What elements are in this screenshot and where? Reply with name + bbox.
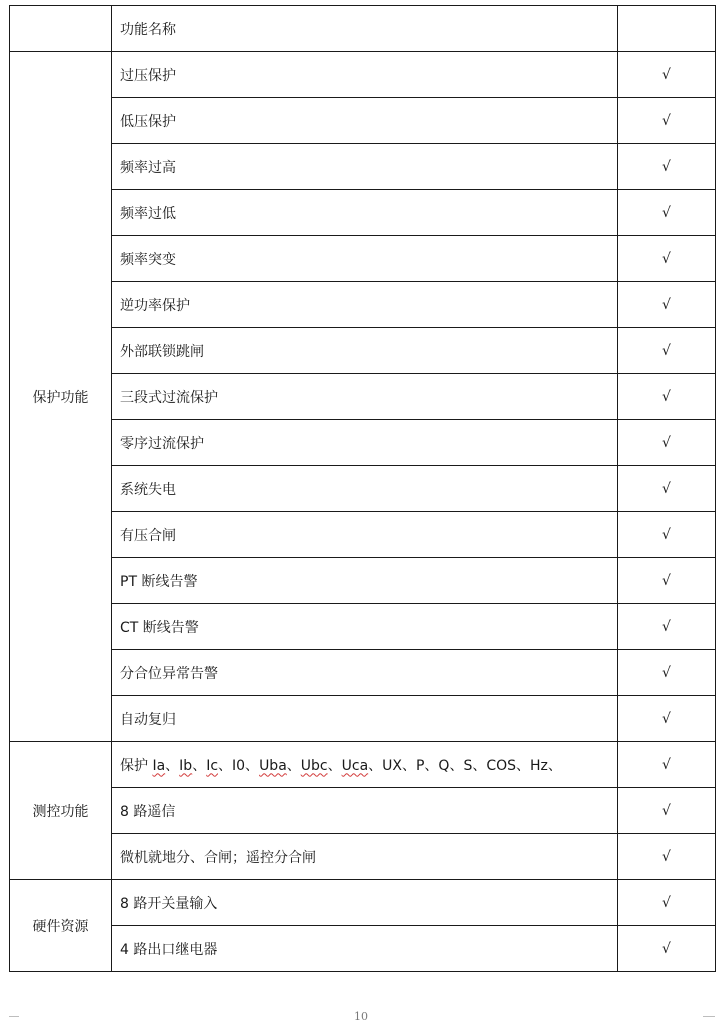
name-part-spellcheck: Ia [152, 757, 166, 774]
table-row [10, 374, 716, 420]
check-mark: √ [618, 834, 716, 880]
header-group-cell [10, 6, 112, 52]
table-row [10, 788, 716, 834]
function-name: 低压保护 [112, 98, 618, 144]
page-number: 10 [354, 1010, 368, 1023]
name-part: 、 [192, 757, 207, 774]
table-row [10, 604, 716, 650]
check-mark: √ [618, 190, 716, 236]
header-mark-cell [618, 6, 716, 52]
check-mark: √ [618, 466, 716, 512]
function-name: 频率突变 [112, 236, 618, 282]
table-row [10, 926, 716, 972]
check-mark: √ [618, 696, 716, 742]
function-name: 8 路开关量输入 [112, 880, 618, 926]
name-part-spellcheck: Ubc [300, 757, 328, 774]
name-part-spellcheck: Ib [179, 757, 193, 774]
function-name: 零序过流保护 [112, 420, 618, 466]
check-mark: √ [618, 420, 716, 466]
function-name-measurements [112, 742, 618, 788]
function-name: 自动复归 [112, 696, 618, 742]
table-row [10, 834, 716, 880]
check-mark: √ [618, 880, 716, 926]
table-row [10, 742, 716, 788]
check-mark: √ [618, 236, 716, 282]
check-mark: √ [618, 742, 716, 788]
function-name: 有压合闸 [112, 512, 618, 558]
check-mark: √ [618, 98, 716, 144]
table-row [10, 466, 716, 512]
table-row [10, 236, 716, 282]
table-row [10, 880, 716, 926]
check-mark: √ [618, 52, 716, 98]
name-part: 、UX、P、Q、S、COS、Hz、 [368, 757, 562, 774]
name-part: 、I0、 [218, 757, 260, 774]
name-part: 、 [327, 757, 342, 774]
check-mark: √ [618, 926, 716, 972]
footer-rule-right [703, 1016, 715, 1017]
table-row [10, 696, 716, 742]
group-label-hardware: 硬件资源 [10, 880, 112, 972]
table-row [10, 190, 716, 236]
table-row [10, 282, 716, 328]
check-mark: √ [618, 788, 716, 834]
function-name: PT 断线告警 [112, 558, 618, 604]
table-row [10, 558, 716, 604]
function-name: 频率过高 [112, 144, 618, 190]
name-part-spellcheck: Uca [341, 757, 369, 774]
function-name: 过压保护 [112, 52, 618, 98]
header-name-cell: 功能名称 [112, 6, 618, 52]
name-part-spellcheck: Uba [259, 757, 287, 774]
check-mark: √ [618, 512, 716, 558]
function-name: 外部联锁跳闸 [112, 328, 618, 374]
table-row [10, 52, 716, 98]
function-name: 系统失电 [112, 466, 618, 512]
check-mark: √ [618, 604, 716, 650]
table-row [10, 144, 716, 190]
check-mark: √ [618, 558, 716, 604]
group-label-protection: 保护功能 [10, 52, 112, 742]
function-name: 4 路出口继电器 [112, 926, 618, 972]
function-name: 逆功率保护 [112, 282, 618, 328]
check-mark: √ [618, 374, 716, 420]
function-name: 微机就地分、合闸；遥控分合闸 [112, 834, 618, 880]
check-mark: √ [618, 144, 716, 190]
table-row [10, 512, 716, 558]
table-row [10, 420, 716, 466]
table-row [10, 328, 716, 374]
function-name: 三段式过流保护 [112, 374, 618, 420]
check-mark: √ [618, 328, 716, 374]
function-table [9, 5, 716, 972]
table-row [10, 98, 716, 144]
function-name: 频率过低 [112, 190, 618, 236]
check-mark: √ [618, 282, 716, 328]
group-label-measurement: 测控功能 [10, 742, 112, 880]
function-name: 8 路遥信 [112, 788, 618, 834]
name-part: 、 [165, 757, 180, 774]
name-part: 、 [286, 757, 301, 774]
function-name: 分合位异常告警 [112, 650, 618, 696]
table-row [10, 650, 716, 696]
name-part: 保护 [120, 757, 153, 774]
function-name: CT 断线告警 [112, 604, 618, 650]
table-header-row [10, 6, 716, 52]
name-part-spellcheck: Ic [206, 757, 219, 774]
check-mark: √ [618, 650, 716, 696]
